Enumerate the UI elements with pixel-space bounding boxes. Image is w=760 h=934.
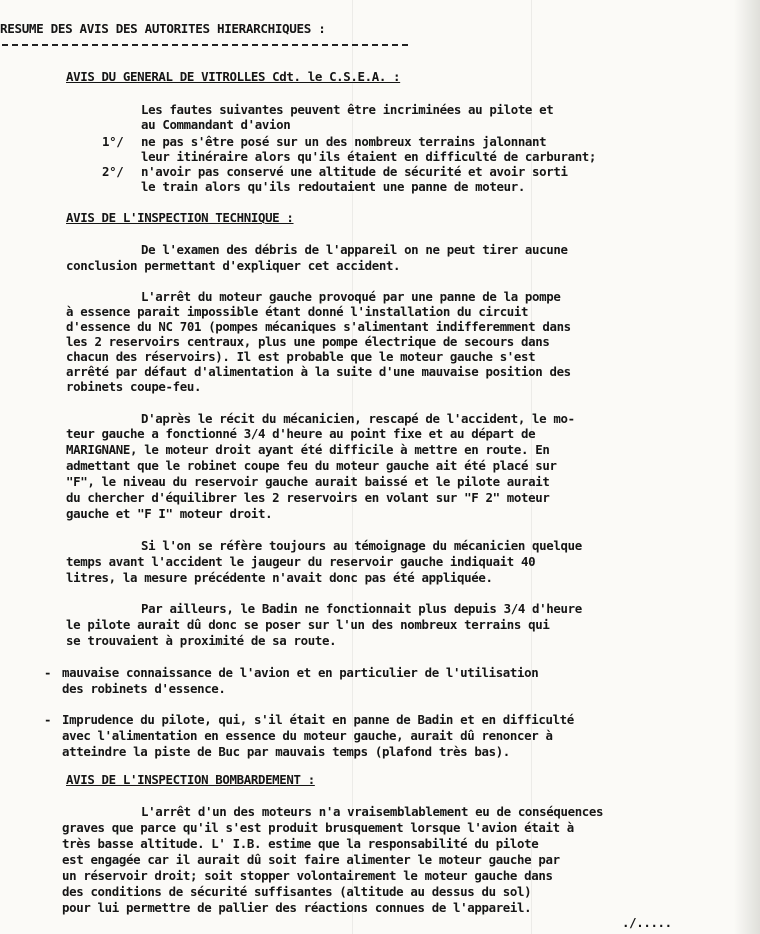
text-line: arrêté par défaut d'alimentation à la suite d'une mauvaise position des <box>66 364 571 379</box>
text-line: temps avant l'accident le jaugeur du reservoir gauche indiquait 40 <box>66 554 536 569</box>
text-line: très basse altitude. L' I.B. estime que la responsabilité du pilote <box>62 836 539 851</box>
text-line: D'après le récit du mécanicien, rescapé de l'accident, le mo- <box>141 411 575 426</box>
bullet-dash: - <box>44 712 52 727</box>
text-line: avec l'alimentation en essence du moteur gauche, aurait dû renoncer à <box>62 728 553 743</box>
text-line: teur gauche a fonctionné 3/4 d'heure au point fixe et au départ de <box>66 426 536 441</box>
text-line: du chercher d'équilibrer les 2 reservoirs en volant sur "F 2" moteur <box>66 490 550 505</box>
main-title: RESUME DES AVIS DES AUTORITES HIERARCHIQUES : <box>0 21 326 36</box>
item-number: 1°/ <box>102 134 124 149</box>
section-heading-bombardement: AVIS DE L'INSPECTION BOMBARDEMENT : <box>66 772 315 787</box>
text-line: De l'examen des débris de l'appareil on ne peut tirer aucune <box>141 242 568 257</box>
text-line: mauvaise connaissance de l'avion et en particulier de l'utilisation <box>62 665 539 680</box>
text-line: chacun des réservoirs). Il est probable que le moteur gauche s'est <box>66 349 536 364</box>
text-line: MARIGNANE, le moteur droit ayant été difficile à mettre en route. En <box>66 442 550 457</box>
text-line: gauche et "F I" moteur droit. <box>66 506 273 521</box>
text-line: Par ailleurs, le Badin ne fonctionnait plus depuis 3/4 d'heure <box>141 601 582 616</box>
text-line: admettant que le robinet coupe feu du moteur gauche ait été placé sur <box>66 458 557 473</box>
text-line: L'arrêt du moteur gauche provoqué par une panne de la pompe <box>141 289 561 304</box>
text-line: litres, la mesure précédente n'avait donc pas été appliquée. <box>66 570 493 585</box>
item-number: 2°/ <box>102 164 124 179</box>
text-line: Les fautes suivantes peuvent être incriminées au pilote et <box>141 102 554 117</box>
bullet-dash: - <box>44 665 52 680</box>
text-line: est engagée car il aurait dû soit faire alimenter le moteur gauche par <box>62 852 560 867</box>
text-line: leur itinéraire alors qu'ils étaient en difficulté de carburant; <box>141 149 597 164</box>
text-line: le pilote aurait dû donc se poser sur l'un des nombreux terrains qui <box>66 617 550 632</box>
text-line: graves que parce qu'il s'est produit brusquement lorsque l'avion était à <box>62 820 574 835</box>
text-line: un réservoir droit; soit stopper volontairement le moteur gauche dans <box>62 868 553 883</box>
text-line: les 2 reservoirs centraux, plus une pompe électrique de secours dans <box>66 334 550 349</box>
text-line: le train alors qu'ils redoutaient une panne de moteur. <box>141 179 525 194</box>
text-line: ne pas s'être posé sur un des nombreux terrains jalonnant <box>141 134 547 149</box>
text-line: "F", le niveau du reservoir gauche aurait baissé et le pilote aurait <box>66 474 550 489</box>
page-edge-shadow <box>734 0 760 934</box>
text-line: au Commandant d'avion <box>141 117 291 132</box>
title-double-rule <box>2 44 408 46</box>
text-line: se trouvaient à proximité de sa route. <box>66 633 337 648</box>
text-line: d'essence du NC 701 (pompes mécaniques s'alimentant indifferemment dans <box>66 319 571 334</box>
text-line: robinets coupe-feu. <box>66 379 202 394</box>
text-line: n'avoir pas conservé une altitude de sécurité et avoir sorti <box>141 164 568 179</box>
text-line: des conditions de sécurité suffisantes (altitude au dessus du sol) <box>62 884 532 899</box>
text-line: à essence parait impossible étant donné l'installation du circuit <box>66 304 529 319</box>
text-line: pour lui permettre de pallier des réactions connues de l'appareil. <box>62 900 532 915</box>
text-line: Si l'on se réfère toujours au témoignage du mécanicien quelque <box>141 538 582 553</box>
text-line: L'arrêt d'un des moteurs n'a vraisemblablement eu de conséquences <box>141 804 604 819</box>
section-heading-technique: AVIS DE L'INSPECTION TECHNIQUE : <box>66 210 294 225</box>
text-line: Imprudence du pilote, qui, s'il était en panne de Badin et en difficulté <box>62 712 574 727</box>
text-line: conclusion permettant d'expliquer cet accident. <box>66 258 401 273</box>
text-line: atteindre la piste de Buc par mauvais temps (plafond très bas). <box>62 744 510 759</box>
section-heading-general: AVIS DU GENERAL DE VITROLLES Cdt. le C.S.E.A. : <box>66 69 401 84</box>
text-line: des robinets d'essence. <box>62 681 226 696</box>
continuation-mark: ./..... <box>622 915 672 930</box>
